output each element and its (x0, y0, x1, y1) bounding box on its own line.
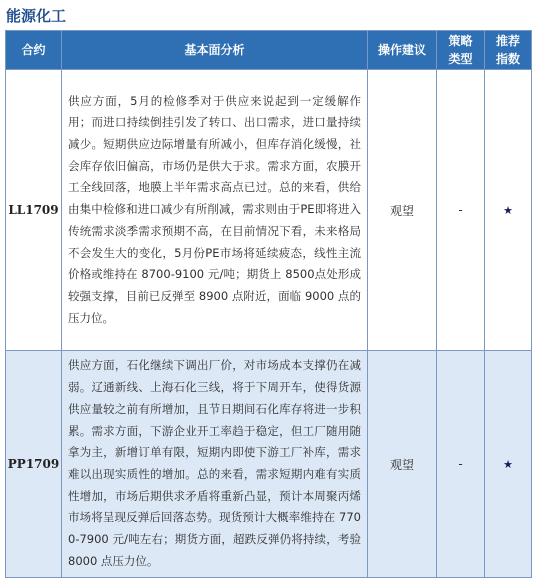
recommendation-table (5, 30, 532, 578)
contract-code: LL1709 (6, 70, 62, 351)
table-header-row (6, 31, 532, 70)
contract-code: PP1709 (6, 351, 62, 578)
operation-advice: 观望 (368, 70, 437, 351)
rating-star-icon: ★ (485, 351, 532, 578)
header-strategy: 策略类型 (437, 31, 485, 70)
section-title: 能源化工 (6, 7, 67, 25)
strategy-type: - (437, 70, 485, 351)
fundamental-analysis: 供应方面，5月的检修季对于供应来说起到一定缓解作用；而进口持续倒挂引发了转口、出口需求，进口量持续减少。短期供应边际增量有所减小，但库存消化缓慢，社会库存依旧偏高，市场仍是供大于求。需求方面，农膜开工全线回落，地膜上半年需求高点已过。总的来看，供给由集中检修和进口减少有所削减，需求则由于PE即将进入传统需求淡季需求预期不高，在目前情况下看，未来格局不会发生大的变化，5月份PE市场将延续疲态，线性主流价格或维持在 8700-9100 元/吨；期货上 8500点处形成较强支撑，目前已反弹至 8900 点附近，面临 9000 点的压力位。 (62, 70, 368, 351)
strategy-type: - (437, 351, 485, 578)
operation-advice: 观望 (368, 351, 437, 578)
table-row (6, 351, 532, 578)
header-analysis: 基本面分析 (62, 31, 368, 70)
table-row (6, 70, 532, 351)
header-rating: 推荐指数 (485, 31, 532, 70)
header-contract: 合约 (6, 31, 62, 70)
header-advice: 操作建议 (368, 31, 437, 70)
rating-star-icon: ★ (485, 70, 532, 351)
fundamental-analysis: 供应方面，石化继续下调出厂价，对市场成本支撑仍在减弱。辽通新线、上海石化三线，将于下周开车，使得货源供应量较之前有所增加，且节日期间石化库存将进一步积累。需求方面，下游企业开工率趋于稳定，但工厂随用随拿为主，新增订单有限，短期内即使下游工厂补库，需求难以出现实质性的增加。总的来看，需求短期内难有实质性增加，市场后期供求矛盾将重新凸显，预计本周聚丙烯市场将呈现反弹后回落态势。现货预计大概率维持在 7700-7900 元/吨左右；期货方面，超跌反弹仍将持续，考验 8000 点压力位。 (62, 351, 368, 578)
